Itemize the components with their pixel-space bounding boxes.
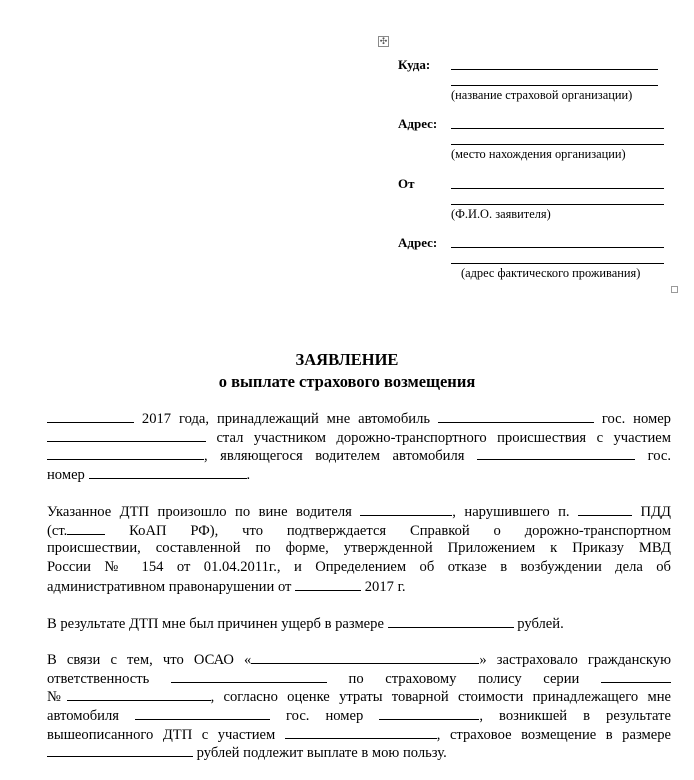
accident-participant-blank[interactable] <box>285 725 437 739</box>
text: № <box>47 689 67 706</box>
text: В связи с тем, что ОСАО « <box>47 652 252 668</box>
from-line-2[interactable] <box>451 204 664 205</box>
paragraph-damage <box>47 614 671 633</box>
from-caption: (Ф.И.О. заявителя) <box>451 207 551 221</box>
text: рублей. <box>517 616 564 632</box>
text-line <box>47 669 671 688</box>
text: рублей подлежит выплате в мою пользу. <box>196 745 447 762</box>
vehicle-model-blank[interactable] <box>135 706 270 720</box>
text: , согласно оценке утраты товарной стоимости принадлежащего мне <box>210 689 671 706</box>
address2-line-1[interactable] <box>451 247 664 248</box>
address1-line-2[interactable] <box>451 144 664 145</box>
text-line: происшествии, составленной по форме, утвержденной Приложением к Приказу МВД <box>47 540 671 557</box>
address2-line-2[interactable] <box>451 263 664 264</box>
text-line <box>47 446 671 465</box>
policy-number-blank[interactable] <box>67 687 211 701</box>
text: , страховое возмещение в размере <box>436 726 671 743</box>
address1-line-1[interactable] <box>451 128 664 129</box>
other-vehicle-blank[interactable] <box>477 446 635 460</box>
text: вышеописанного ДТП с участием <box>47 726 276 743</box>
text-line: России № 154 от 01.04.2011г., и Определением об отказе в возбуждении дела об <box>47 559 671 576</box>
to-line-2[interactable] <box>451 85 658 86</box>
policy-holder-blank[interactable] <box>171 669 327 683</box>
text: . <box>246 467 251 484</box>
text-line <box>47 706 671 725</box>
to-caption: (название страховой организации) <box>451 88 633 102</box>
damage-amount-blank[interactable] <box>388 614 514 628</box>
text: гос. номер <box>286 708 364 725</box>
move-glyph: ✣ <box>379 36 388 46</box>
insurer-blank[interactable] <box>251 650 479 664</box>
text: 2017 г. <box>364 578 406 595</box>
address2-label: Адрес: <box>398 235 438 250</box>
text: административном правонарушении от <box>47 578 292 595</box>
text: автомобиля <box>47 708 119 725</box>
text: номер <box>47 467 85 484</box>
text-line <box>47 743 671 762</box>
policy-series-blank[interactable] <box>601 669 671 683</box>
vehicle-blank[interactable] <box>438 409 594 423</box>
move-arrows-icon[interactable] <box>378 36 389 47</box>
text-line <box>47 614 671 633</box>
text: ПДД <box>640 504 671 520</box>
rule-point-blank[interactable] <box>578 502 632 516</box>
ruling-date-blank[interactable] <box>295 577 361 591</box>
from-line-1[interactable] <box>451 188 664 189</box>
text: , нарушившего п. <box>452 504 570 520</box>
text: стал участником дорожно-транспортного происшествия с участием <box>216 429 671 446</box>
vehicle-plate-blank[interactable] <box>379 706 479 720</box>
text-line <box>47 502 671 521</box>
text: Указанное ДТП произошло по вине водителя <box>47 504 352 520</box>
address1-caption: (место нахождения организации) <box>451 147 626 161</box>
text: , являющегося водителем автомобиля <box>204 448 465 465</box>
paragraph-vehicle-info <box>47 409 671 484</box>
participant-blank[interactable] <box>47 446 204 460</box>
text-line <box>47 521 671 540</box>
text: » застраховало гражданскую <box>479 652 671 668</box>
text-line <box>47 725 671 744</box>
document-title: ЗАЯВЛЕНИЕ <box>295 350 399 369</box>
plate-blank[interactable] <box>47 428 206 442</box>
text: КоАП РФ), что подтверждается Справкой о дорожно-транспортном <box>129 522 671 539</box>
paragraph-claim <box>47 650 671 762</box>
other-plate-blank[interactable] <box>89 465 247 479</box>
text-line <box>47 465 671 484</box>
to-label: Куда: <box>398 57 431 72</box>
text-line <box>47 577 671 596</box>
text: , возникшей в результате <box>479 708 672 725</box>
address2-caption: (адрес фактического проживания) <box>461 266 641 280</box>
date-blank[interactable] <box>47 409 134 423</box>
compensation-amount-blank[interactable] <box>47 743 193 757</box>
text-line <box>47 409 671 428</box>
article-blank[interactable] <box>67 521 105 535</box>
text: В результате ДТП мне был причинен ущерб в размере <box>47 616 384 632</box>
text: гос. номер <box>601 411 671 427</box>
text: (ст. <box>47 522 68 539</box>
driver-blank[interactable] <box>360 502 452 516</box>
text-line <box>47 650 671 669</box>
address1-label: Адрес: <box>398 116 438 131</box>
text: 2017 года, принадлежащий мне автомобиль <box>141 411 431 427</box>
text-line <box>47 687 671 706</box>
text-line <box>47 428 671 447</box>
resize-square-icon[interactable] <box>671 286 678 293</box>
text: гос. <box>647 448 671 465</box>
document-subtitle: о выплате страхового возмещения <box>218 372 476 391</box>
text: по страховому полису серии <box>348 670 580 687</box>
from-label: От <box>398 176 415 191</box>
paragraph-fault <box>47 502 671 595</box>
to-line-1[interactable] <box>451 69 658 70</box>
text: ответственность <box>47 670 150 687</box>
